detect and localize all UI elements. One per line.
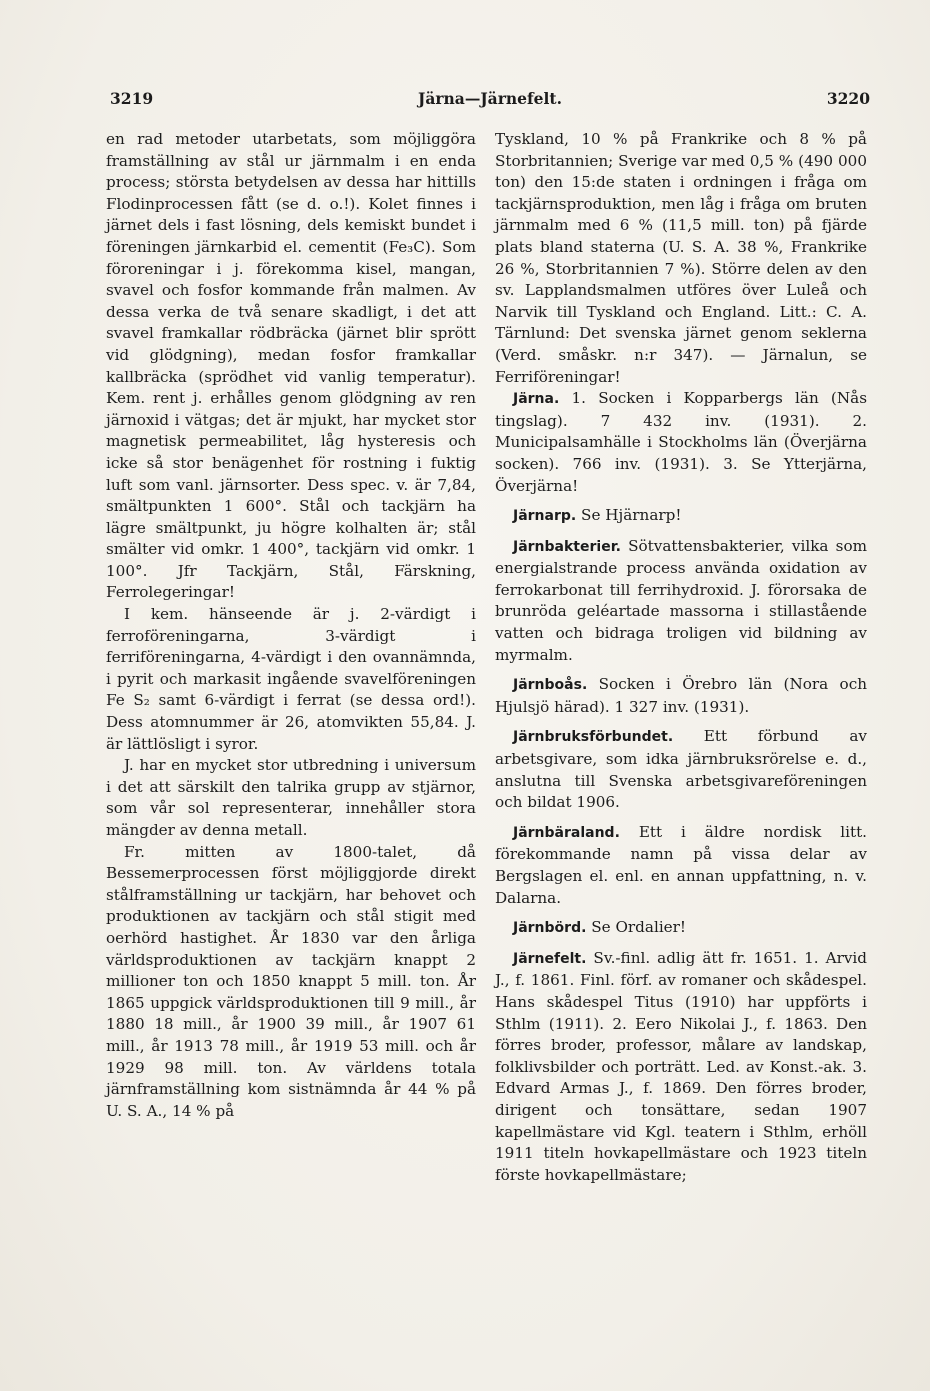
entry-text: Sv.-finl. adlig ätt fr. 1651. 1. Arvid J., f. 1861. Finl. förf. av romaner och skådespel. Hans skådespel Titus (1910) har uppförts i Sthlm (1911). 2. Eero Nikolai J., f. 1863. Den förres broder, professor, målare av landskap, folklivsbilder och porträtt. Led. av Konst.-ak. 3. Edvard Armas J., f. 1869. Den förres broder, dirigent och tonsättare, sedan 1907 kapellmästare vid Kgl. teatern i Sthlm, erhöll 1911 titeln hovkapellmästare och 1923 titeln förste hovkapellmästare; bbox=[495, 948, 867, 1184]
paragraph: Fr. mitten av 1800-talet, då Bessemerprocessen först möjliggjorde direkt stålframställning ur tackjärn, har behovet och produktionen av tackjärn och stål stigit med oerhörd hastighet. År 1830 var den årliga världsproduktionen av tackjärn knappt 2 millioner ton och 1850 knappt 5 mill. ton. År 1865 uppgick världsproduktionen till 9 mill., år 1880 18 mill., år 1900 39 mill., år 1907 61 mill., år 1913 78 mill., år 1919 53 mill. och år 1929 98 mill. ton. Av världens totala järnframställning kom sistnämnda år 44 % på U. S. A., 14 % på bbox=[106, 842, 476, 1120]
entry-jarnbord bbox=[495, 917, 867, 940]
entry-headword: Järnbakterier. bbox=[513, 538, 621, 555]
right-column bbox=[495, 129, 867, 1186]
entry-headword: Järnbruksförbundet. bbox=[513, 729, 674, 746]
entry-list bbox=[495, 388, 867, 1186]
entry-headword: Järnbäraland. bbox=[513, 824, 620, 841]
entry-text: Ett förbund av arbetsgivare, som idka järnbruksrörelse e. d., anslutna till Svenska arbetsgivareföreningen och bildat 1906. bbox=[495, 727, 867, 812]
entry-headword: Järna. bbox=[513, 391, 560, 408]
left-column bbox=[106, 129, 476, 1122]
entry-text: Se Hjärnarp! bbox=[581, 506, 682, 525]
entry-headword: Järnefelt. bbox=[513, 950, 587, 967]
entry-headword: Järnarp. bbox=[513, 508, 577, 525]
entry-jarnbaraland bbox=[495, 822, 867, 909]
entry-jarna bbox=[495, 388, 867, 497]
entry-text: Socken i Örebro län (Nora och Hjulsjö härad). 1 327 inv. (1931). bbox=[495, 675, 867, 716]
entry-text: Sötvattensbakterier, vilka som energialstrande process använda oxidation av ferrokarbonat till ferrihydroxid. J. förorsaka de brunröda geléartade massorna i stillastående vatten och bidraga troligen vid bildning av myrmalm. bbox=[495, 536, 868, 664]
entry-jarnefelt bbox=[495, 948, 867, 1187]
paragraph: J. har en mycket stor utbredning i universum i det att särskilt den talrika grupp av stjärnor, som vår sol representerar, innehåller stora mängder av denna metall. bbox=[106, 756, 476, 839]
entry-jarnbakterier bbox=[495, 536, 867, 667]
paragraph: I kem. hänseende är j. 2-värdigt i ferroföreningarna, 3-värdigt i ferriföreningarna, 4-värdigt i den ovannämnda, i pyrit och markasit ingående svavelföreningen Fe S₂ samt 6-värdigt i ferrat (se dessa ord!). Dess atomnummer är 26, atomvikten 55,84. J. är lättlösligt i syror. bbox=[106, 605, 476, 753]
entry-text: 1. Socken i Kopparbergs län (Nås tingslag). 7 432 inv. (1931). 2. Municipalsamhälle i Stockholms län (Överjärna socken). 766 inv. (1931). 3. Se Ytterjärna, Överjärna! bbox=[495, 389, 867, 495]
running-title: Järna—Järnefelt. bbox=[417, 89, 562, 108]
paragraph: en rad metoder utarbetats, som möjliggöra framställning av stål ur järnmalm i en enda process; största betydelsen av dessa har hittills Flodinprocessen fått (se d. o.!). Kolet finnes i järnet dels i fast lösning, dels kemiskt bundet i föreningen järnkarbid el. cementit (Fe₃C). Som föroreningar i j. förekomma kisel, mangan, svavel och fosfor kommande från malmen. Av dessa verka de två senare skadligt, i det att svavel framkallar rödbräcka (järnet blir sprött vid glödgning), medan fosfor framkallar kallbräcka (sprödhet vid vanlig temperatur). Kem. rent j. erhålles genom glödgning av ren järnoxid i vätgas; det är mjukt, har mycket stor magnetisk permeabilitet, låg hysteresis och icke så stor benägenhet för rostning i fuktig luft som vanl. järnsorter. Dess spec. v. är 7,84, smältpunkten 1 600°. Stål och tackjärn ha lägre smältpunkt, ju högre kolhalten är; stål smälter vid omkr. 1 400°, tackjärn vid omkr. 1 100°. Jfr Tackjärn, Stål, Färskning, Ferrolegeringar! bbox=[106, 130, 476, 602]
entry-headword: Järnboås. bbox=[513, 677, 588, 694]
entry-jarnarp bbox=[495, 505, 867, 528]
page-header bbox=[110, 89, 870, 113]
entry-text: Ett i äldre nordisk litt. förekommande namn på vissa delar av Bergslagen el. enl. en annan uppfattning, n. v. Dalarna. bbox=[495, 822, 868, 907]
entry-jarnboas bbox=[495, 674, 867, 718]
paragraph: Tyskland, 10 % på Frankrike och 8 % på Storbritannien; Sverige var med 0,5 % (490 000 ton) den 15:de staten i ordningen i fråga om tackjärnsproduktion, men låg i fråga om bruten järnmalm med 6 % (11,5 mill. ton) på fjärde plats bland staterna (U. S. A. 38 %, Frankrike 26 %, Storbritannien 7 %). Större delen av den sv. Lapplandsmalmen utföres över Luleå och Narvik till Tyskland och England. Litt.: C. A. Tärnlund: Det svenska järnet genom seklerna (Verd. småskr. n:r 347). — Järnalun, se Ferriföreningar! bbox=[495, 130, 867, 386]
entry-headword: Järnbörd. bbox=[513, 920, 587, 937]
entry-jarnbruksforbundet bbox=[495, 726, 867, 813]
page-number-left: 3219 bbox=[110, 89, 154, 108]
page-number-right: 3220 bbox=[826, 89, 870, 108]
entry-text: Se Ordalier! bbox=[591, 918, 687, 937]
